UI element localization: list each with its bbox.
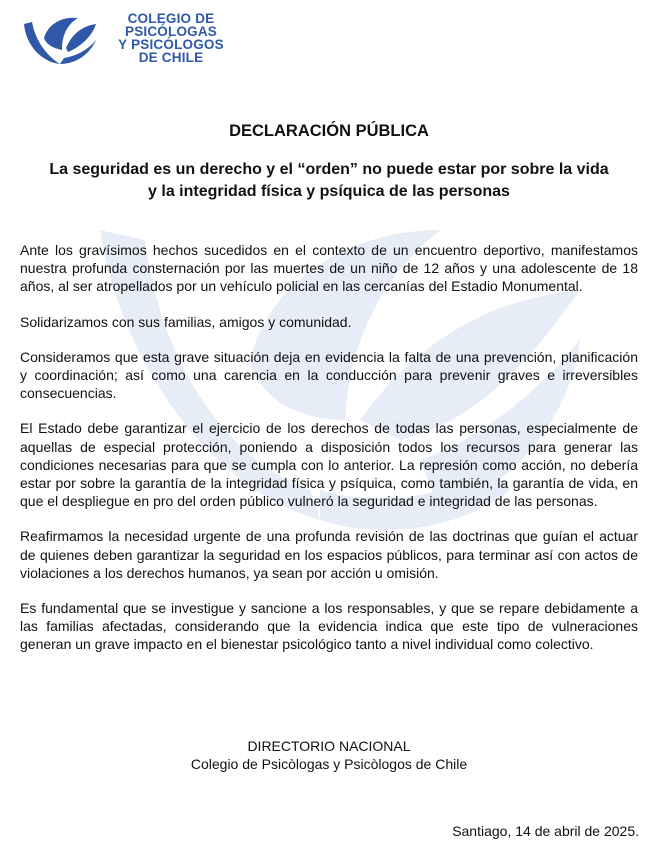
signature-organization: Colegio de Psicòlogas y Psicòlogos de Chile (190, 756, 468, 772)
body-paragraph: Consideramos que esta grave situación deja en evidencia la falta de una prevención, planificación y coordinación; así como una carencia en la conducción para prevenir graves e irreversibles consecuencias. (20, 348, 638, 402)
subtitle-line: y la integridad física y psíquica de las personas (148, 183, 510, 200)
organization-name (106, 12, 236, 64)
logo-line: PSICÓLOGAS (124, 24, 217, 39)
logo-line: COLEGIO DE (127, 11, 215, 26)
body-paragraph: Es fundamental que se investigue y sancione a los responsables, y que se repare debidamente a las familias afectadas, considerando que la evidencia indica que este tipo de vulneraciones generan un grave impacto en el bienestar psicológico tanto a nivel individual como colectivo. (20, 600, 638, 653)
body-paragraph: Reafirmamos la necesidad urgente de una profunda revisión de las doctrinas que guían el actuar de quienes deben garantizar la seguridad en los espacios públicos, para terminar así con actos de violaciones a los derechos humanos, ya sean por acción u omisión. (20, 528, 638, 581)
subtitle-line: La seguridad es un derecho y el “orden” no puede estar por sobre la vida (49, 161, 609, 178)
organization-header (20, 10, 260, 72)
body-paragraph: Ante los gravísimos hechos sucedidos en el contexto de un encuentro deportivo, manifestamos nuestra profunda consternación por las muertes de un niño de 12 años y una adolescente de 18 años, al ser atropellados por un vehículo policial en las cercanías del Estadio Monumental. (20, 242, 638, 295)
psychology-logo-icon (20, 14, 98, 68)
logo-line: Y PSICÓLOGOS (118, 37, 224, 52)
document-date: Santiago, 14 de abril de 2025. (452, 823, 639, 839)
declaration-content (20, 120, 638, 671)
page-title: DECLARACIÓN PÚBLICA (229, 122, 429, 140)
declaration-body (20, 241, 638, 654)
body-paragraph: El Estado debe garantizar el ejercicio de los derechos de todas las personas, especialmente de aquellas de especial protección, poniendo a disposición todos los recursos para generar las condiciones necesarias para que se cumpla con lo anterior. La represión como acción, no debería estar por sobre la garantía de la integridad física y psíquica, como también, la garantía de vida, en que el despliegue en pro del orden público vulneró la seguridad e integridad de las personas. (20, 420, 638, 510)
signature-title: DIRECTORIO NACIONAL (247, 738, 411, 754)
body-paragraph: Solidarizamos con sus familias, amigos y comunidad. (20, 313, 352, 330)
logo-line: DE CHILE (138, 50, 204, 65)
signature-block (20, 737, 638, 773)
page-subtitle (20, 159, 638, 203)
